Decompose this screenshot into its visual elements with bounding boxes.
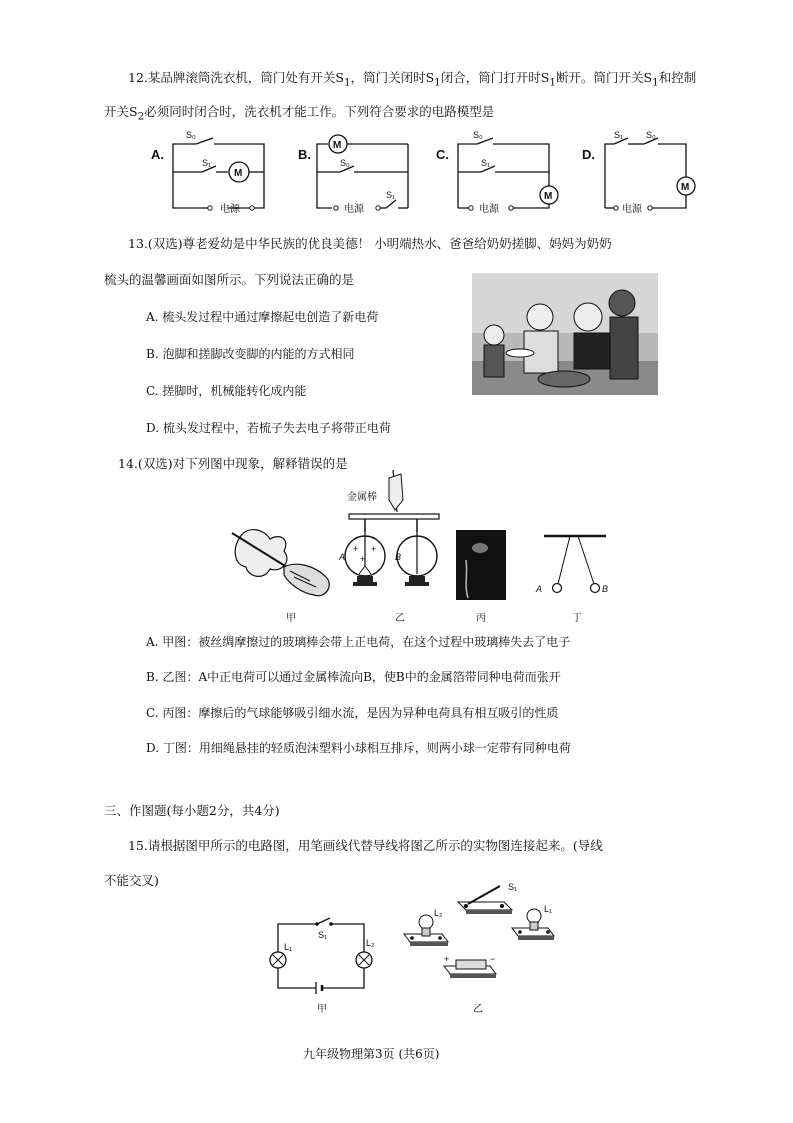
svg-text:电源: 电源 <box>622 204 642 215</box>
svg-text:S₀: S₀ <box>473 130 483 140</box>
q14-line1: 14.(双选)对下列图中现象，解释错误的是 <box>118 456 348 471</box>
svg-text:+: + <box>353 544 359 554</box>
svg-text:S₁: S₁ <box>318 930 328 940</box>
svg-text:S₁: S₁ <box>614 130 624 140</box>
q12-a-s0-label: S₀ <box>186 130 196 140</box>
q14-option-b: B. 乙图：A中正电荷可以通过金属棒流向B，使B中的金属箔带同种电荷而张开 <box>146 670 561 684</box>
q14-label-jia: 甲 <box>286 613 296 624</box>
q14-figure-yi <box>339 470 445 600</box>
q15-label-yi: 乙 <box>473 1004 483 1015</box>
q12-option-b-label: B. <box>298 147 311 162</box>
q15-circuit-jia <box>268 912 380 1002</box>
q14-option-c: C. 丙图：摩擦后的气球能够吸引细水流，是因为异种电荷具有相互吸引的性质 <box>146 706 559 720</box>
q15-physical-yi <box>400 880 560 990</box>
q13-option-c: C. 搓脚时，机械能转化成内能 <box>146 384 307 398</box>
svg-text:电源: 电源 <box>220 204 240 215</box>
q14-figure-bing <box>456 530 506 600</box>
q15-label-jia: 甲 <box>317 1004 327 1015</box>
svg-text:+: + <box>360 554 366 564</box>
svg-text:+: + <box>444 954 450 964</box>
svg-text:−: − <box>490 954 496 964</box>
lamp-l2-physical-icon <box>404 908 448 946</box>
q14-figure-ding <box>536 532 610 602</box>
q14-figure-jia <box>230 525 340 605</box>
q14-label-ding: 丁 <box>572 613 582 624</box>
q12-circuit-b <box>312 132 422 217</box>
svg-text:L₁: L₁ <box>544 904 553 914</box>
q12-circuit-c <box>453 132 563 217</box>
q14-label-rod: 金属棒 <box>347 492 377 503</box>
svg-text:B: B <box>602 584 609 594</box>
q14-option-d: D. 丁图：用细绳悬挂的轻质泡沫塑料小球相互排斥，则两小球一定带有同种电荷 <box>146 741 571 755</box>
section-3-title: 三、作图题(每小题2分，共4分) <box>104 803 280 818</box>
q13-family-illustration <box>472 273 658 395</box>
svg-text:M: M <box>234 168 243 179</box>
svg-text:S₁: S₁ <box>386 190 396 200</box>
q12-circuit-a <box>168 132 278 217</box>
q13-line2: 梳头的温馨画面如图所示。下列说法正确的是 <box>104 272 355 287</box>
svg-text:A: A <box>339 552 346 562</box>
q12-line1: 12.某品牌滚筒洗衣机，筒门处有开关$S_1$，筒门关闭时$S_1$闭合，筒门打开时$S_1$断开。筒门开关$S_1$和控制 <box>128 70 697 89</box>
svg-text:电源: 电源 <box>479 204 499 215</box>
q13-option-a: A. 梳头发过程中通过摩擦起电创造了新电荷 <box>146 310 379 324</box>
svg-text:电源: 电源 <box>344 204 364 215</box>
q12-option-a-label: A. <box>151 147 164 162</box>
svg-text:L₂: L₂ <box>366 938 375 948</box>
svg-text:A: A <box>536 584 543 594</box>
switch-s1-icon <box>458 882 517 914</box>
q15-line1: 15.请根据图甲所示的电路图，用笔画线代替导线将图乙所示的实物图连接起来。(导线 <box>128 838 603 853</box>
svg-text:S₁: S₁ <box>202 158 212 168</box>
svg-text:S₁: S₁ <box>481 158 491 168</box>
q12-circuit-d <box>600 132 710 217</box>
q13-option-d: D. 梳头发过程中，若梳子失去电子将带正电荷 <box>146 421 391 435</box>
svg-text:M: M <box>333 140 342 151</box>
q13-option-b: B. 泡脚和搓脚改变脚的内能的方式相同 <box>146 347 355 361</box>
svg-text:L₂: L₂ <box>434 908 443 918</box>
battery-icon <box>444 954 496 978</box>
q14-option-a: A. 甲图：被丝绸摩擦过的玻璃棒会带上正电荷，在这个过程中玻璃棒失去了电子 <box>146 635 571 649</box>
lamp-l1-physical-icon <box>512 904 554 940</box>
page-footer: 九年级物理第3页 (共6页) <box>303 1047 440 1061</box>
svg-text:+: + <box>371 544 377 554</box>
q12-line2: 开关$S_2$必须同时闭合时，洗衣机才能工作。下列符合要求的电路模型是 <box>104 104 495 123</box>
svg-text:M: M <box>681 182 690 193</box>
q12-option-c-label: C. <box>436 147 449 162</box>
q12-option-d-label: D. <box>582 147 595 162</box>
svg-text:B: B <box>395 552 402 562</box>
svg-text:L₁: L₁ <box>284 942 293 952</box>
svg-text:M: M <box>544 191 553 202</box>
q14-label-yi: 乙 <box>395 613 405 624</box>
svg-text:S₀: S₀ <box>340 158 350 168</box>
q15-line2: 不能交叉) <box>104 873 159 888</box>
svg-text:S₀: S₀ <box>646 130 656 140</box>
q14-label-bing: 丙 <box>476 613 486 624</box>
svg-text:S₁: S₁ <box>508 882 518 892</box>
q13-line1: 13.(双选)尊老爱幼是中华民族的优良美德！ 小明端热水、爸爸给奶奶搓脚、妈妈为奶奶 <box>128 236 612 251</box>
